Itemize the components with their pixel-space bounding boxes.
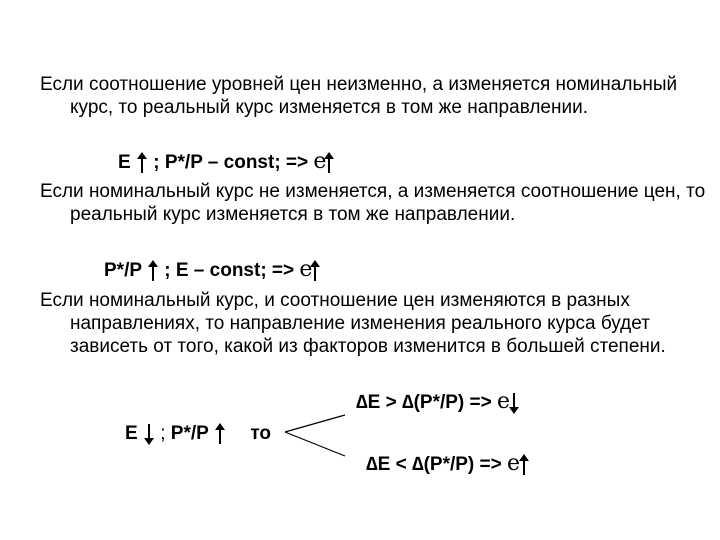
price-ratio-symbol: P*/P [104, 260, 142, 281]
branch-upper-condition [356, 390, 520, 415]
real-rate-symbol: e [507, 451, 521, 476]
nominal-rate-symbol: E [125, 423, 138, 444]
arrow-down-icon [508, 392, 520, 414]
nominal-rate-symbol: E [118, 152, 131, 173]
branch-upper-text: ∆E > ∆(P*/P) => [356, 392, 492, 413]
paragraph-opposite-directions: Если номинальный курс, и соотношение цен изменяются в разных направлениях, то направление изменения реального курса будет зависеть от того, какой из факторов изменится в большей степени. [40, 290, 666, 357]
branch-lower-condition [366, 452, 530, 477]
real-rate-symbol: e [497, 389, 511, 414]
arrow-up-icon [214, 423, 226, 445]
real-rate-symbol: e [313, 149, 327, 174]
arrow-up-icon [518, 454, 530, 476]
branch-lower-text: ∆E < ∆(P*/P) => [366, 454, 502, 475]
formula-condition: ; P*/P – const; => [153, 152, 309, 173]
formula-opposite: E ; P*/P то [125, 423, 272, 444]
paragraph-price-ratio-change: Если номинальный курс не изменяется, а изменяется соотношение цен, то реальный курс изменяется в том же направлении. [40, 181, 706, 225]
paragraph-nominal-change: Если соотношение уровней цен неизменно, а изменяется номинальный курс, то реальный курс изменяется в том же направлении. [40, 74, 678, 118]
formula-condition: ; E – const; => [164, 260, 295, 281]
arrow-down-icon [143, 423, 155, 445]
then-word: то [250, 423, 272, 444]
real-rate-symbol: e [299, 257, 313, 282]
